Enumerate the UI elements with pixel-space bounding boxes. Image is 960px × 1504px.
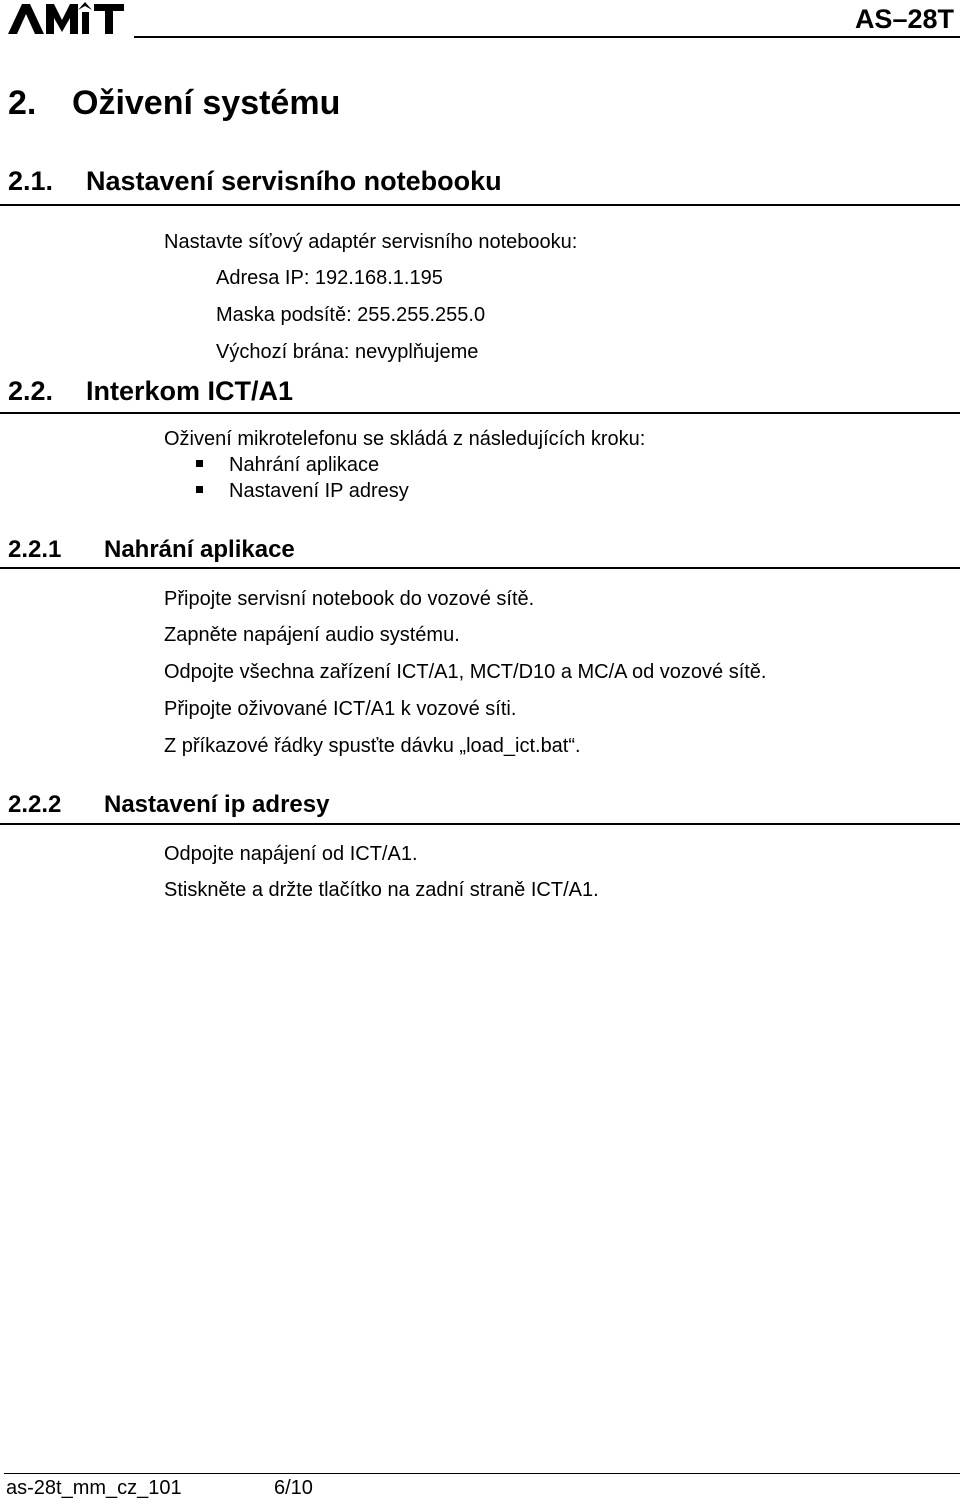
setting-subnet-mask: Maska podsítě: 255.255.255.0 — [216, 304, 486, 326]
paragraph: Nastavte síťový adaptér servisního notebooku: — [164, 231, 578, 253]
step-item: Připojte servisní notebook do vozové sítě. — [164, 588, 535, 610]
heading-2 — [8, 84, 340, 123]
heading-title: Oživení systému — [72, 84, 341, 122]
bullet-item — [196, 480, 409, 503]
heading-2-2 — [8, 376, 293, 407]
bullet-square-icon — [196, 460, 203, 467]
heading-rule — [0, 412, 960, 414]
heading-title: Nastavení servisního notebooku — [86, 166, 502, 196]
heading-title: Nastavení ip adresy — [104, 791, 330, 818]
bullet-text: Nahrání aplikace — [229, 454, 380, 476]
footer-page-number: 6/10 — [274, 1477, 313, 1499]
heading-number: 2.2. — [8, 376, 54, 406]
heading-2-1 — [8, 166, 502, 197]
step-item: Stiskněte a držte tlačítko na zadní straně ICT/A1. — [164, 879, 599, 901]
document-code: AS–28T — [854, 4, 954, 34]
paragraph: Oživení mikrotelefonu se skládá z následujících kroku: — [164, 428, 646, 450]
heading-number: 2. — [8, 84, 37, 122]
bullet-square-icon — [196, 486, 203, 493]
heading-title: Interkom ICT/A1 — [86, 376, 294, 406]
heading-number: 2.2.1 — [8, 536, 62, 563]
bullet-text: Nastavení IP adresy — [229, 480, 409, 502]
step-item: Připojte oživované ICT/A1 k vozové síti. — [164, 698, 517, 720]
amit-logo-graphic — [8, 0, 136, 40]
step-item: Odpojte napájení od ICT/A1. — [164, 843, 418, 865]
heading-number: 2.1. — [8, 166, 54, 196]
step-item: Zapněte napájení audio systému. — [164, 624, 460, 646]
heading-2-2-2 — [8, 791, 329, 819]
amit-logo — [8, 0, 136, 40]
heading-rule — [0, 567, 960, 569]
setting-ip-address: Adresa IP: 192.168.1.195 — [216, 267, 443, 289]
footer-rule — [4, 1473, 960, 1474]
bullet-item — [196, 454, 379, 477]
step-item: Z příkazové řádky spusťte dávku „load_ict.bat“. — [164, 735, 581, 757]
heading-2-2-1 — [8, 536, 295, 564]
footer-doc-id: as-28t_mm_cz_101 — [6, 1477, 182, 1499]
heading-number: 2.2.2 — [8, 791, 62, 818]
setting-gateway: Výchozí brána: nevyplňujeme — [216, 341, 479, 363]
heading-rule — [0, 204, 960, 206]
heading-rule — [0, 823, 960, 825]
heading-title: Nahrání aplikace — [104, 536, 295, 563]
header-rule — [134, 36, 960, 38]
step-item: Odpojte všechna zařízení ICT/A1, MCT/D10 a MC/A od vozové sítě. — [164, 661, 767, 683]
